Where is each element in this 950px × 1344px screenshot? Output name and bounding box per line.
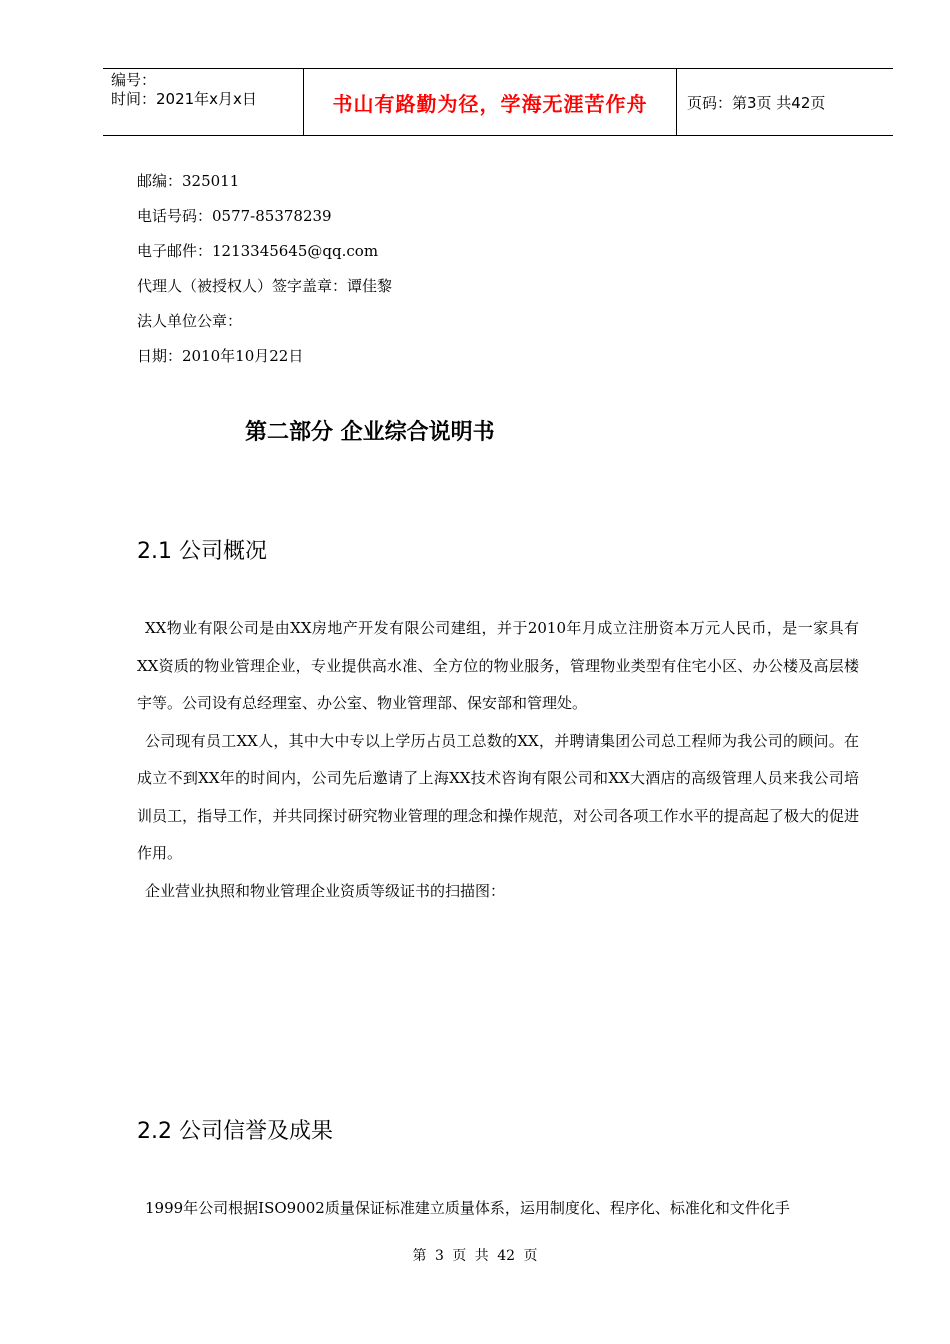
- header-left-cell: [103, 69, 304, 135]
- postcode-line: 邮编：325011: [137, 172, 240, 190]
- header-page-info: 页码：第3页 共42页: [687, 93, 826, 112]
- date-line: 日期：2010年10月22日: [137, 347, 304, 365]
- page-header: [103, 68, 893, 136]
- paragraph: 企业营业执照和物业管理企业资质等级证书的扫描图：: [145, 881, 506, 900]
- header-motto: 书山有路勤为径，学海无涯苦作舟: [304, 69, 677, 135]
- section-1-body: [137, 610, 859, 910]
- paragraph: 1999年公司根据ISO9002质量保证标准建立质量体系，运用制度化、程序化、标准化和文件化手: [145, 1199, 790, 1217]
- phone-line: 电话号码：0577-85378239: [137, 207, 332, 225]
- page-footer: 第 3 页 共 42 页: [412, 1248, 538, 1264]
- section-heading-2-1: 2.1 公司概况: [137, 539, 267, 564]
- paragraph: XX物业有限公司是由XX房地产开发有限公司建组，并于2010年月成立注册资本万元人民币，是一家具有XX资质的物业管理企业，专业提供高水准、全方位的物业服务，管理物业类型有住宅小区、办公楼及高层楼宇等。公司设有总经理室、办公室、物业管理部、保安部和管理处。: [137, 619, 859, 712]
- section-heading-2-2: 2.2 公司信誉及成果: [137, 1119, 333, 1144]
- section-2-body: [137, 1190, 859, 1228]
- agent-signature-line: 代理人（被授权人）签字盖章：谭佳黎: [137, 277, 393, 295]
- legal-seal-line: 法人单位公章：: [137, 312, 243, 330]
- email-line: 电子邮件：1213345645@qq.com: [137, 242, 379, 260]
- contact-info: [137, 170, 392, 380]
- part-title: 第二部分 企业综合说明书: [245, 420, 495, 445]
- number-label: 编号：: [111, 71, 157, 89]
- paragraph: 公司现有员工XX人，其中大中专以上学历占员工总数的XX，并聘请集团公司总工程师为我公司的顾问。在成立不到XX年的时间内，公司先后邀请了上海XX技术咨询有限公司和XX大酒店的高级管理人员来我公司培训员工，指导工作，并共同探讨研究物业管理的理念和操作规范，对公司各项工作水平的提高起了极大的促进作用。: [137, 731, 859, 862]
- time-label: 时间：2021年x月x日: [111, 90, 257, 108]
